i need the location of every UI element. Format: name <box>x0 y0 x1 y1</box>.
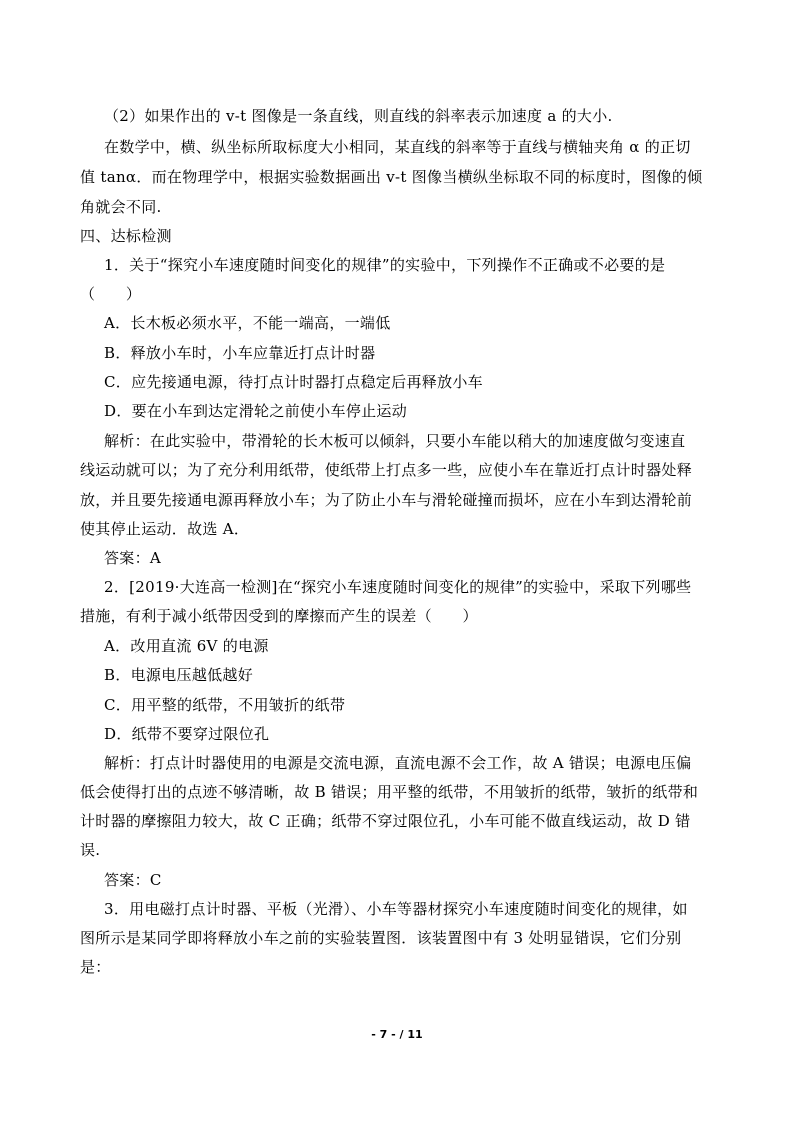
option-a: A．长木板必须水平，不能一端高，一端低 <box>104 314 391 332</box>
text-line: （2）如果作出的 v-t 图像是一条直线，则直线的斜率表示加速度 a 的大小. <box>104 107 613 125</box>
answer-text: 答案：C <box>104 871 162 889</box>
question-stem: 是： <box>80 958 111 976</box>
text-line: 角就会不同. <box>80 198 162 216</box>
text-line: 在数学中，横、纵坐标所取标度大小相同，某直线的斜率等于直线与横轴夹角 α 的正切 <box>104 138 691 156</box>
answer-blank: （ ） <box>80 285 142 303</box>
question-stem: 图所示是某同学即将释放小车之前的实验装置图．该装置图中有 3 处明显错误，它们分别 <box>80 929 682 947</box>
option-a: A．改用直流 6V 的电源 <box>104 637 269 655</box>
option-d: D．纸带不要穿过限位孔 <box>104 725 270 743</box>
section-heading: 四、达标检测 <box>80 227 172 245</box>
analysis-text: 放，并且要先接通电源再释放小车；为了防止小车与滑轮碰撞而损坏，应在小车到达滑轮前 <box>80 491 693 509</box>
analysis-text: 低会使得打出的点迹不够清晰，故 B 错误；用平整的纸带，不用皱折的纸带，皱折的纸带和 <box>80 783 699 801</box>
option-c: C．用平整的纸带，不用皱折的纸带 <box>104 696 346 714</box>
analysis-text: 计时器的摩擦阻力较大，故 C 正确；纸带不穿过限位孔，小车可能不做直线运动，故 D 错 <box>80 812 691 830</box>
option-b: B．释放小车时，小车应靠近打点计时器 <box>104 344 376 362</box>
text-line: 值 tanα．而在物理学中，根据实验数据画出 v-t 图像当横纵坐标取不同的标度时，图像的倾 <box>80 168 703 186</box>
analysis-text: 误. <box>80 841 101 859</box>
answer-text: 答案：A <box>104 549 162 567</box>
page-number: - 7 - / 11 <box>371 1028 423 1041</box>
analysis-text: 线运动就可以；为了充分利用纸带，使纸带上打点多一些，应使小车在靠近打点计时器处释 <box>80 461 693 479</box>
analysis-text: 解析：打点计时器使用的电源是交流电源，直流电源不会工作，故 A 错误；电源电压偏 <box>104 754 692 772</box>
question-stem: 3．用电磁打点计时器、平板（光滑）、小车等器材探究小车速度随时间变化的规律，如 <box>104 900 688 918</box>
question-stem: 1．关于“探究小车速度随时间变化的规律”的实验中，下列操作不正确或不必要的是 <box>104 256 666 274</box>
analysis-text: 解析：在此实验中，带滑轮的长木板可以倾斜，只要小车能以稍大的加速度做匀变速直 <box>104 432 686 450</box>
question-stem: 2．[2019·大连高一检测]在“探究小车速度随时间变化的规律”的实验中，采取下列哪些 <box>104 578 692 596</box>
option-d: D．要在小车到达定滑轮之前使小车停止运动 <box>104 402 408 420</box>
option-c: C．应先接通电源，待打点计时器打点稳定后再释放小车 <box>104 373 483 391</box>
question-stem: 措施，有利于减小纸带因受到的摩擦而产生的误差（ ） <box>80 607 478 625</box>
analysis-text: 使其停止运动．故选 A． <box>80 520 250 538</box>
option-b: B．电源电压越低越好 <box>104 666 254 684</box>
